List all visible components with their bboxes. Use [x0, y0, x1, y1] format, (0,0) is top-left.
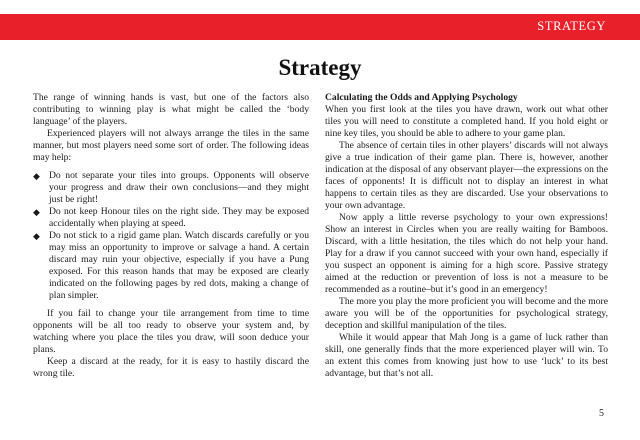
header-bar: [0, 14, 640, 40]
list-item-text: Do not stick to a rigid game plan. Watch discards carefully or you may miss an opportunity to improve or salvage a hand. A certain discard may ruin your objective, especially if you have a Pung exposed. For this reason hands that may be exposed are clearly indicated on the following pages by red dots, making a change of plan simpler.: [49, 230, 309, 301]
diamond-bullet-icon: ◆: [33, 171, 40, 181]
page-number: 5: [599, 408, 604, 419]
intro-paragraph: The range of winning hands is vast, but one of the factors also contributing to winning play is what might be called the ‘body language’ of the players.: [33, 92, 309, 127]
page-title: Strategy: [278, 55, 362, 80]
body-paragraph: Now apply a little reverse psychology to your own expressions! Show an interest in Circles when you are really waiting for Bamboos. Discard, with a little hesitation, the tiles which do not help your hand. Play for a draw if you cannot succeed with your own hand, especially if you suspect an opponent is aiming for a high score. Passive strategy aimed at the reduction or prevention of loss is not a measure to be recommended as a routine–but it’s good in an emergency!: [325, 212, 608, 295]
header-section-label: STRATEGY: [537, 19, 606, 33]
list-item-text: Do not separate your tiles into groups. Opponents will observe your progress and draw their own conclusions—and they might just be right!: [49, 170, 309, 205]
body-paragraph: While it would appear that Mah Jong is a game of luck rather than skill, one generally finds that the more experienced player will win. To an extent this comes from knowing just how to use ‘luck’ to its best advantage, but that’s not all.: [325, 332, 608, 379]
list-item-text: Do not keep Honour tiles on the right side. They may be exposed accidentally when playing at speed.: [49, 206, 309, 229]
body-paragraph: When you first look at the tiles you have drawn, work out what other tiles you will need to constitute a completed hand. If you hold eight or nine key tiles, you should be able to adhere to your game plan.: [325, 104, 608, 139]
body-paragraph: The absence of certain tiles in other players’ discards will not always give a true indication of their game plan. There is, however, another indication at the disposal of any observant player—the expressions on the faces of opponents! It is difficult not to display an interest in what happens to certain tiles as they are discarded. Use your observations to your own advantage.: [325, 140, 608, 211]
list-item: [33, 206, 309, 230]
order-paragraph: Experienced players will not always arrange the tiles in the same manner, but most players need some sort of order. The following ideas may help:: [33, 128, 309, 163]
diamond-bullet-icon: ◆: [33, 207, 40, 217]
left-column: [33, 92, 309, 380]
body-paragraph: The more you play the more proficient you will become and the more aware you will be of the opportunities for psychological strategy, deception and skillful manipulation of the tiles.: [325, 296, 608, 331]
discard-paragraph: Keep a discard at the ready, for it is easy to hastily discard the wrong tile.: [33, 356, 309, 379]
list-item: [33, 170, 309, 206]
tips-list: [33, 170, 309, 302]
arrangement-paragraph: If you fail to change your tile arrangement from time to time opponents will be all too ready to observe your system and, by watching where you place the tiles you draw, will soon deduce your plans.: [33, 308, 309, 355]
section-heading: Calculating the Odds and Applying Psychology: [325, 92, 518, 103]
right-column: [325, 92, 608, 380]
diamond-bullet-icon: ◆: [33, 231, 40, 241]
list-item: [33, 230, 309, 302]
